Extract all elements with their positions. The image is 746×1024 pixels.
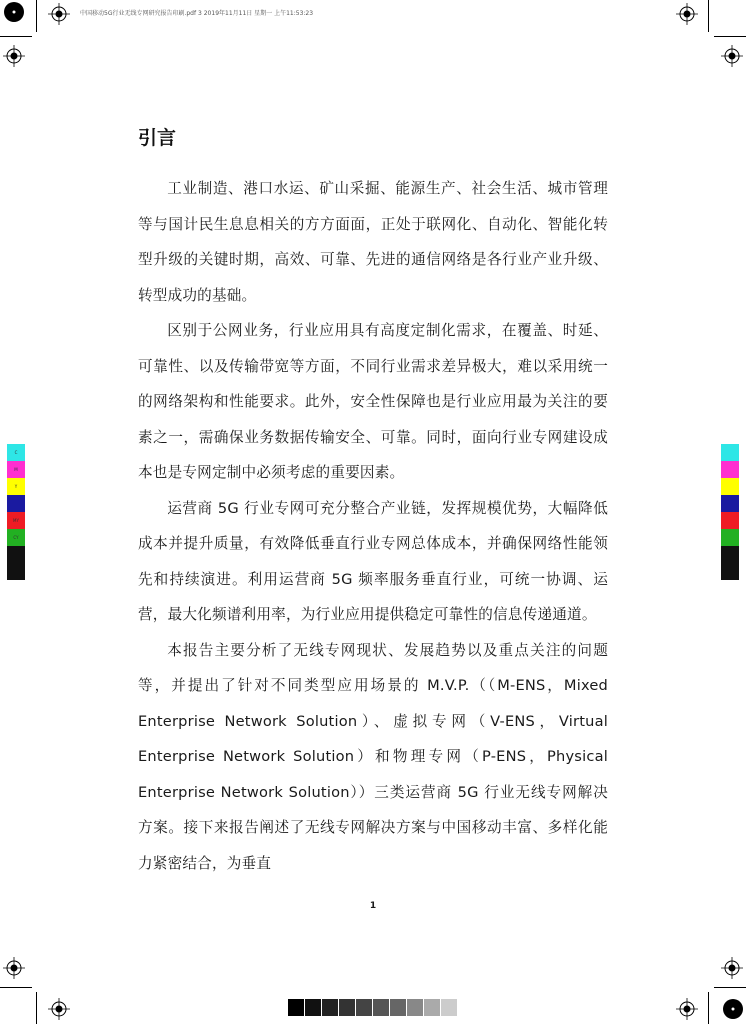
registration-target-icon — [3, 1, 25, 23]
crop-mark — [0, 36, 32, 37]
registration-target-icon — [3, 957, 25, 979]
crop-mark — [714, 36, 746, 37]
color-bar-right — [721, 444, 739, 580]
color-swatch-magenta — [721, 461, 739, 478]
gray-swatch — [390, 999, 406, 1016]
registration-target-icon — [48, 3, 70, 25]
registration-target-icon — [48, 998, 70, 1020]
gray-swatch — [407, 999, 423, 1016]
paragraph: 工业制造、港口水运、矿山采掘、能源生产、社会生活、城市管理等与国计民生息息相关的方方面面，正处于联网化、自动化、智能化转型升级的关键时期，高效、可靠、先进的通信网络是各行业产业升级、转型成功的基础。 — [138, 180, 608, 304]
gray-swatch — [288, 999, 304, 1016]
paragraph: 运营商 5G 行业专网可充分整合产业链，发挥规模优势，大幅降低成本并提升质量，有效降低垂直行业专网总体成本，并确保网络性能领先和持续演进。利用运营商 5G 频率服务垂直行业，可统一协调、运营，最大化频谱利用率，为行业应用提供稳定可靠性的信息传递通道。 — [138, 499, 608, 623]
crop-mark — [714, 987, 746, 988]
color-swatch-cyan — [721, 444, 739, 461]
gray-swatch — [305, 999, 321, 1016]
color-swatch-black — [7, 546, 25, 580]
crop-mark — [36, 0, 37, 32]
crop-mark — [0, 987, 32, 988]
color-swatch-yellow: Y — [7, 478, 25, 495]
paragraph: 区别于公网业务，行业应用具有高度定制化需求，在覆盖、时延、可靠性、以及传输带宽等方面，不同行业需求差异极大，难以采用统一的网络架构和性能要求。此外，安全性保障也是行业应用最为关注的要素之一，需确保业务数据传输安全、可靠。同时，面向行业专网建设成本也是专网定制中必须考虑的重要因素。 — [138, 322, 608, 481]
color-swatch-green: CY — [7, 529, 25, 546]
color-swatch-cyan: C — [7, 444, 25, 461]
gray-swatch — [373, 999, 389, 1016]
color-swatch-yellow — [721, 478, 739, 495]
crop-mark — [708, 992, 709, 1024]
crop-mark — [708, 0, 709, 32]
gray-swatch — [322, 999, 338, 1016]
registration-target-icon — [676, 998, 698, 1020]
registration-target-icon — [722, 998, 744, 1020]
color-bar-left — [7, 444, 25, 580]
registration-target-icon — [3, 45, 25, 67]
paragraph: 本报告主要分析了无线专网现状、发展趋势以及重点关注的问题等，并提出了针对不同类型应用场景的 M.V.P.（（M-ENS，Mixed Enterprise Network Solution）、虚拟专网（V-ENS，Virtual Enterprise Network Solution）和物理专网（P-ENS，Physical Enterprise Network Solution））三类运营商 5G 行业无线专网解决方案。接下来报告阐述了无线专网解决方案与中国移动丰富、多样化能力紧密结合，为垂直 — [138, 641, 608, 872]
registration-target-icon — [721, 45, 743, 67]
color-swatch-magenta: M — [7, 461, 25, 478]
gray-swatch — [441, 999, 457, 1016]
color-swatch-red — [721, 512, 739, 529]
registration-target-icon — [721, 957, 743, 979]
color-swatch-blue — [7, 495, 25, 512]
gray-swatch — [424, 999, 440, 1016]
color-swatch-red: MY — [7, 512, 25, 529]
gray-swatch — [356, 999, 372, 1016]
gray-swatch — [339, 999, 355, 1016]
grayscale-strip — [288, 999, 458, 1016]
page-title: 引言 — [138, 127, 177, 149]
color-swatch-black — [721, 546, 739, 580]
crop-mark — [36, 992, 37, 1024]
registration-target-icon — [676, 3, 698, 25]
page-number: 1 — [369, 901, 377, 911]
body-text — [138, 171, 608, 881]
color-swatch-blue — [721, 495, 739, 512]
color-swatch-green — [721, 529, 739, 546]
print-slug-line: 中国移动5G行业无线专网研究报告印刷.pdf 3 2019年11月11日 星期一 上午11:53:23 — [80, 10, 314, 17]
